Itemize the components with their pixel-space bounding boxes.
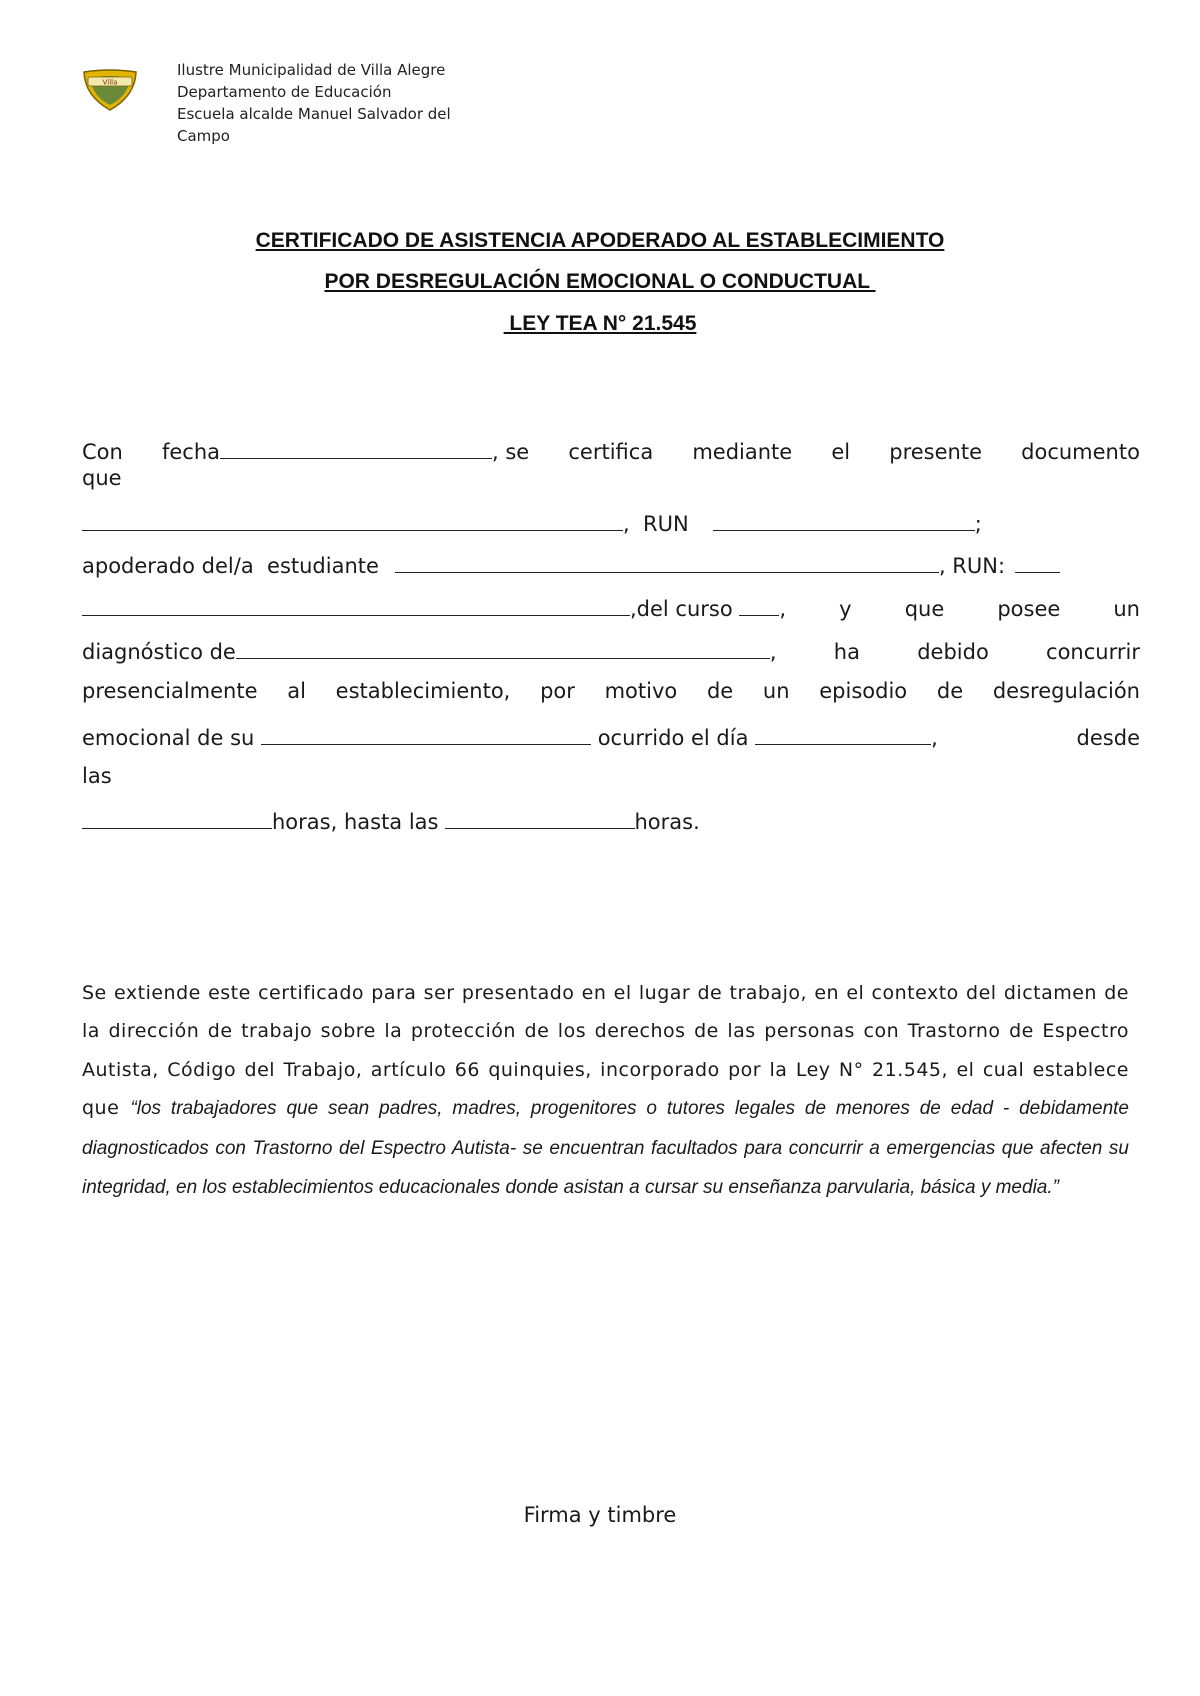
legal-text: Se extiende este certificado para ser presentado en el lugar de trabajo, en el contexto del dictamen de la dirección de trabajo sobre la protección de los derechos de las personas con Trastorno de Espectro Autista, Código del Trabajo, artículo 66 quinquies, incorporado por la Ley N° 21.545, el cual establece que xyxy=(82,982,1129,1120)
signature-label: Firma y timbre xyxy=(523,1503,677,1527)
header-line-school: Escuela alcalde Manuel Salvador del xyxy=(177,105,451,123)
form-line-4: apoderado del/a estudiante , RUN: xyxy=(82,550,1140,578)
guardian-run-field[interactable] xyxy=(713,508,975,531)
title-line-2: POR DESREGULACIÓN EMOCIONAL O CONDUCTUAL xyxy=(324,270,876,293)
institution-header xyxy=(177,59,451,147)
law-quote: “los trabajadores que sean padres, madres, progenitores o tutores legales de menores de edad - debidamente diagnosticados con Trastorno del Espectro Autista- se encuentran facultados para concurrir a emergencias que afecten su integridad, en los establecimientos educacionales donde asistan a cursar su enseñanza parvularia, básica y media.” xyxy=(82,1098,1129,1199)
form-line-6: diagnóstico de , ha debido concurrir xyxy=(82,636,1140,664)
relative-field[interactable] xyxy=(261,722,591,745)
end-time-field[interactable] xyxy=(445,806,635,829)
start-time-field[interactable] xyxy=(82,806,272,829)
course-field[interactable] xyxy=(739,593,779,616)
date-field[interactable]: fecha , se xyxy=(162,436,529,464)
header-line-municipality: Ilustre Municipalidad de Villa Alegre xyxy=(177,61,446,79)
form-line-1: Con fecha , se certifica mediante el presente documento xyxy=(82,436,1140,464)
form-line-5: ,del curso , y que posee un xyxy=(82,593,1140,621)
student-run-field[interactable] xyxy=(1015,550,1060,573)
student-run-field-cont[interactable] xyxy=(82,593,630,616)
form-line-9: las xyxy=(82,764,112,788)
header-line-department: Departamento de Educación xyxy=(177,83,392,101)
municipal-crest-icon xyxy=(82,68,138,112)
form-text: Con xyxy=(82,440,123,464)
crest-text: Villa xyxy=(102,78,118,87)
title-line-1: CERTIFICADO DE ASISTENCIA APODERADO AL ESTABLECIMIENTO xyxy=(255,229,945,252)
form-line-7: presencialmente al establecimiento, por motivo de un episodio de desregulación xyxy=(82,679,1140,703)
title-line-3: LEY TEA N° 21.545 xyxy=(503,312,697,335)
form-line-2: que xyxy=(82,466,122,490)
student-name-field[interactable] xyxy=(395,550,939,573)
legal-paragraph xyxy=(82,974,1129,1207)
event-date-field[interactable] xyxy=(755,722,931,745)
header-line-school-cont: Campo xyxy=(177,127,230,145)
guardian-name-field[interactable] xyxy=(82,508,623,531)
form-line-10: horas, hasta las horas. xyxy=(82,806,1140,834)
form-line-3: , RUN ; xyxy=(82,508,1140,536)
diagnosis-field[interactable] xyxy=(236,636,770,659)
form-line-8: emocional de su ocurrido el día , desde xyxy=(82,722,1140,750)
